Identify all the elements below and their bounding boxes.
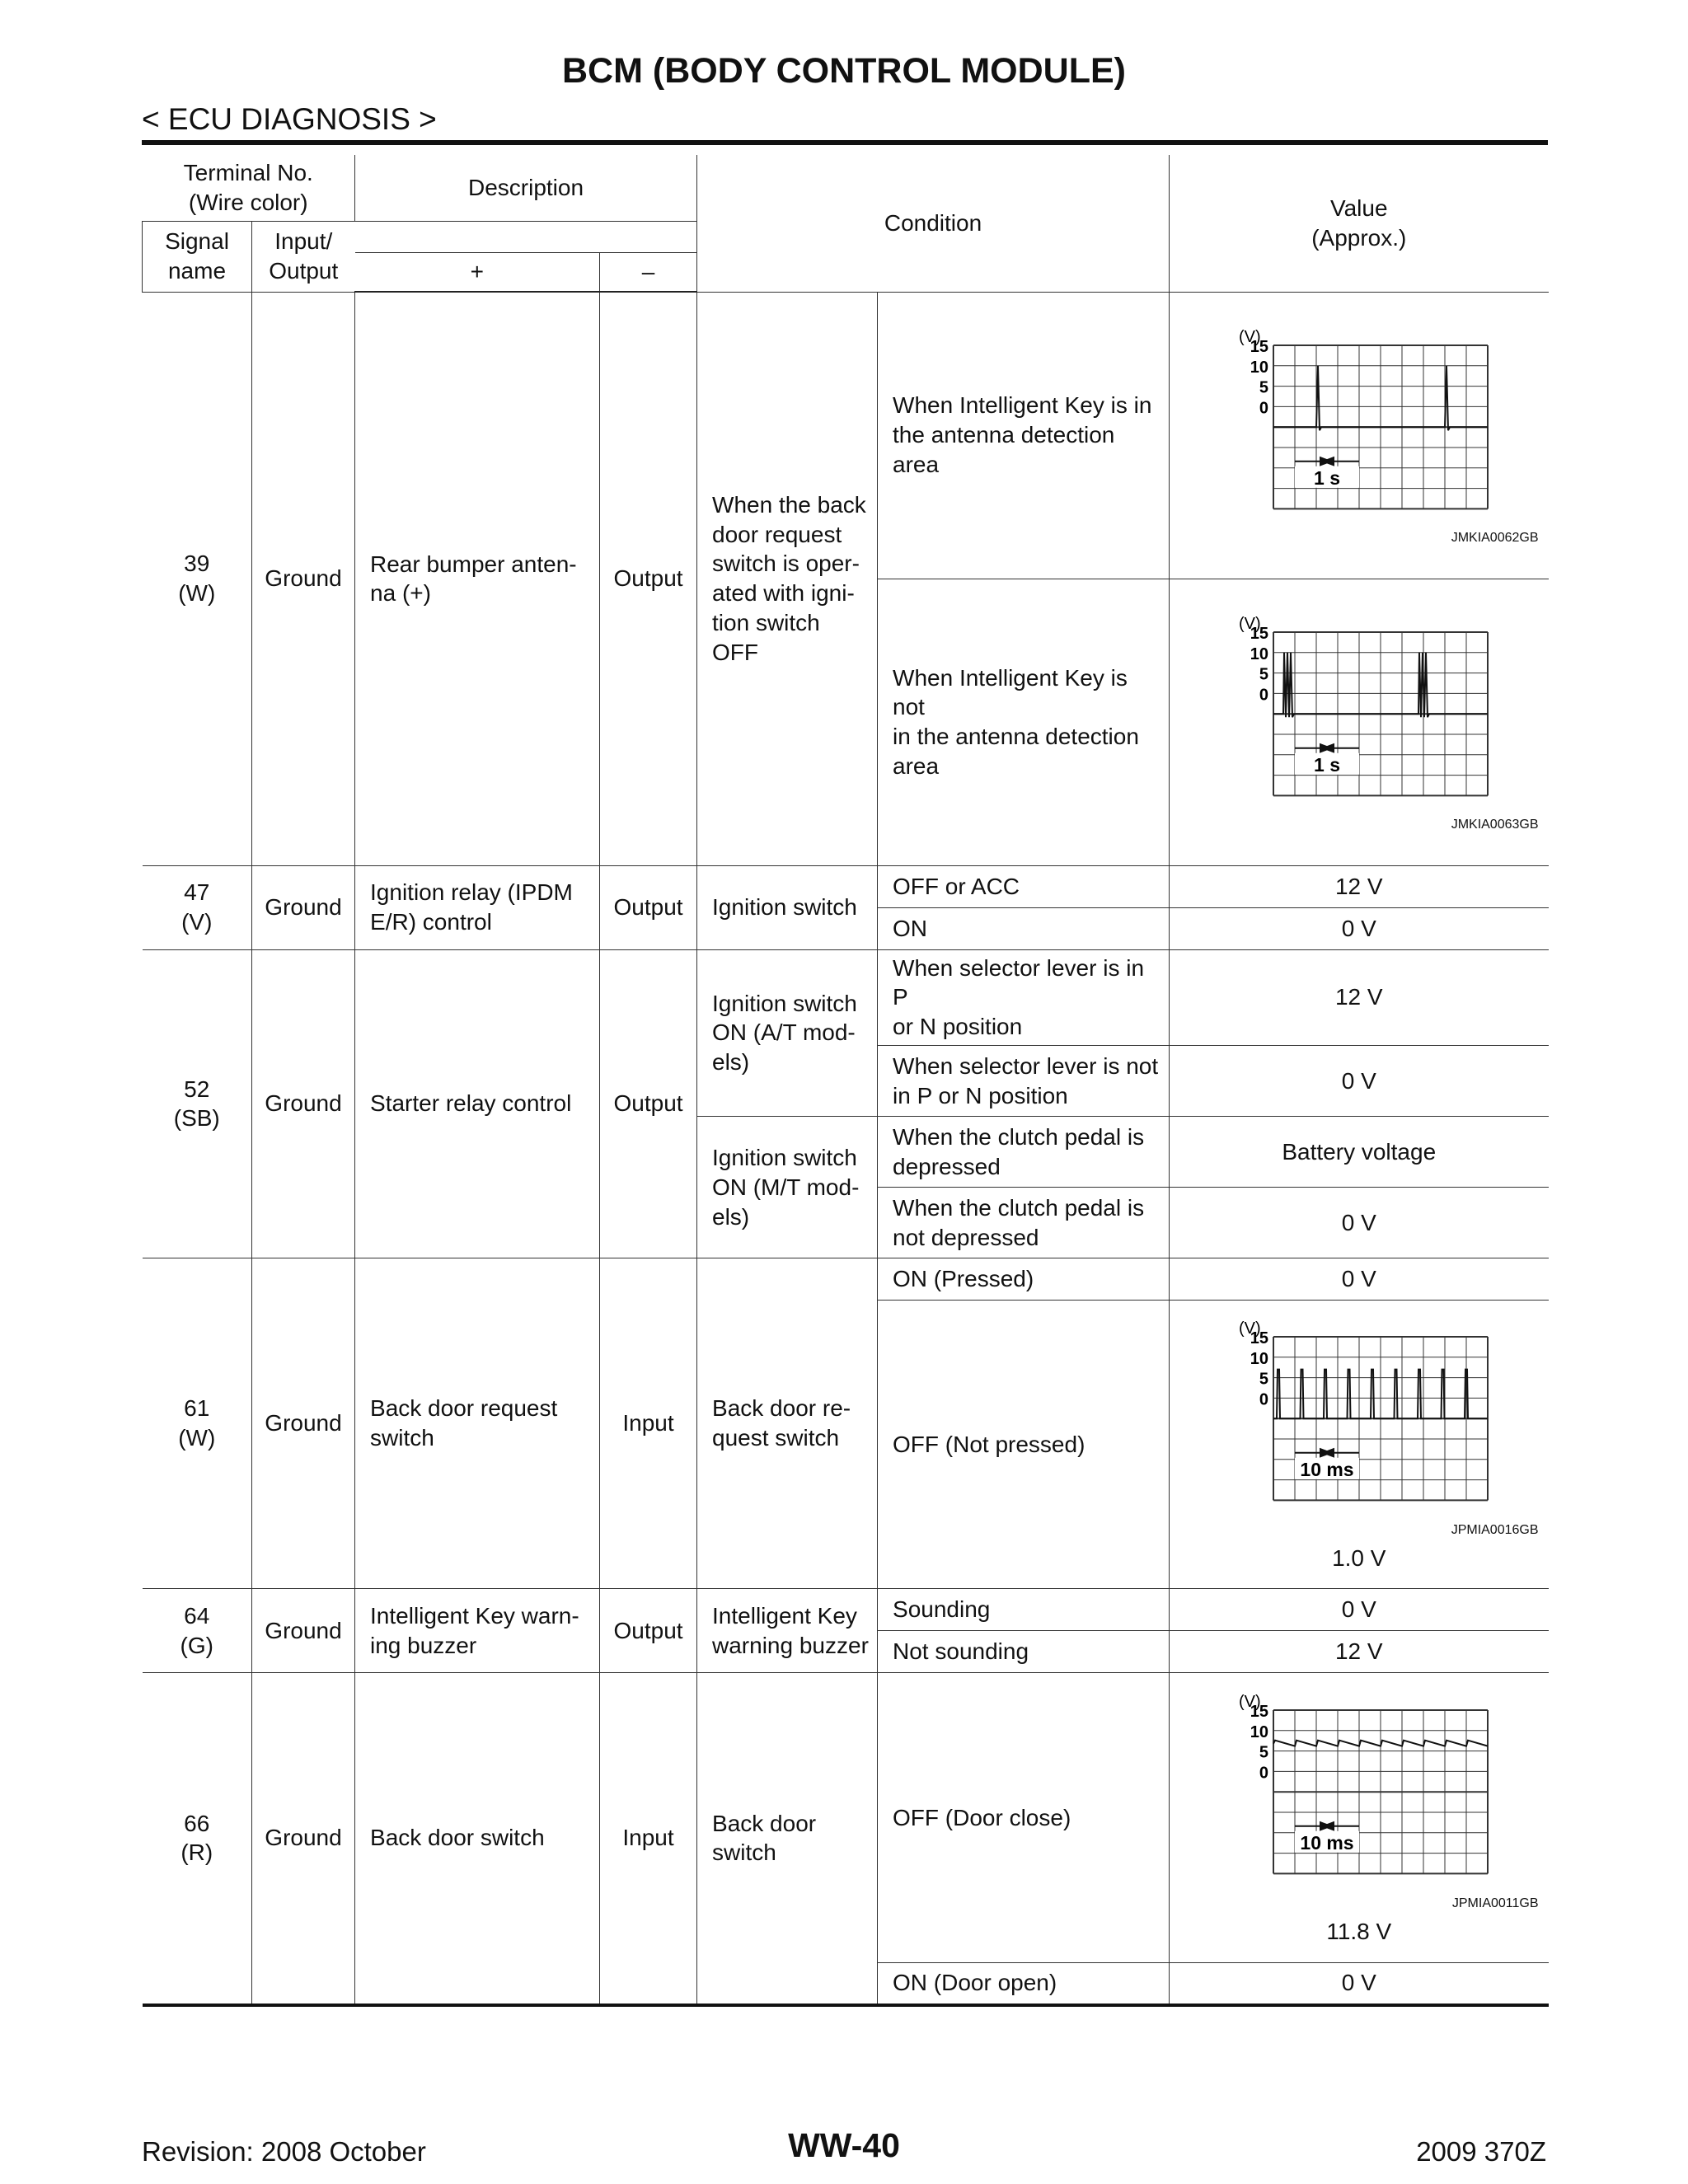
condition-main: Intelligent Key warning buzzer <box>697 1589 878 1673</box>
condition-main: When the back door request switch is oper- ated with igni- tion switch OFF <box>697 292 878 865</box>
waveform-cell <box>1170 1673 1549 1963</box>
terminal-plus: 47 (V) <box>143 865 252 949</box>
value-text: 11.8 V <box>1326 1919 1392 1945</box>
io-type: Output <box>600 1589 697 1673</box>
waveform-cell <box>1170 292 1549 579</box>
signal-name: Starter relay control <box>355 949 600 1258</box>
svg-text:5: 5 <box>1259 665 1268 684</box>
waveform-id: JMKIA0062GB <box>1451 531 1539 546</box>
value-text: 0 V <box>1170 907 1549 949</box>
svg-text:10: 10 <box>1250 1350 1268 1369</box>
condition-sub: When Intelligent Key is in the antenna detection area <box>878 292 1170 579</box>
terminal-minus: Ground <box>252 1258 355 1589</box>
waveform-id: JMKIA0063GB <box>1451 818 1539 832</box>
svg-text:10 ms: 10 ms <box>1300 1832 1354 1854</box>
condition-sub: OFF (Door close) <box>878 1673 1170 1963</box>
value-text: 0 V <box>1170 1589 1549 1631</box>
value-text: 12 V <box>1170 949 1549 1045</box>
condition-sub: ON <box>878 907 1170 949</box>
io-type: Input <box>600 1258 697 1589</box>
waveform-graph <box>1227 329 1491 528</box>
io-type: Output <box>600 292 697 865</box>
terminal-table <box>142 155 1549 2007</box>
svg-text:5: 5 <box>1259 1370 1268 1389</box>
terminal-plus: 64 (G) <box>143 1589 252 1673</box>
svg-text:0: 0 <box>1259 399 1268 418</box>
terminal-plus: 61 (W) <box>143 1258 252 1589</box>
condition-main: Back door switch <box>697 1673 878 2005</box>
svg-text:10: 10 <box>1250 358 1268 377</box>
signal-name: Ignition relay (IPDM E/R) control <box>355 865 600 949</box>
svg-text:15: 15 <box>1250 1703 1268 1722</box>
condition-main: Ignition switch ON (A/T mod- els) <box>697 949 878 1116</box>
header-plus: + <box>355 252 600 292</box>
header-description: Description <box>355 155 697 221</box>
header-value: Value (Approx.) <box>1170 155 1549 292</box>
header-io: Input/ Output <box>252 221 355 292</box>
svg-text:0: 0 <box>1259 1764 1268 1783</box>
waveform-graph <box>1227 1694 1491 1893</box>
svg-text:1 s: 1 s <box>1313 753 1340 776</box>
header-terminal: Terminal No. (Wire color) <box>143 155 355 221</box>
io-type: Input <box>600 1673 697 2005</box>
value-text: Battery voltage <box>1170 1117 1549 1188</box>
terminal-minus: Ground <box>252 1673 355 2005</box>
terminal-plus: 52 (SB) <box>143 949 252 1258</box>
section-label: < ECU DIAGNOSIS > <box>142 102 437 136</box>
svg-text:(V): (V) <box>1238 1320 1261 1338</box>
svg-text:1 s: 1 s <box>1313 466 1340 489</box>
condition-main: Ignition switch <box>697 865 878 949</box>
condition-sub: ON (Door open) <box>878 1963 1170 2005</box>
condition-sub: When the clutch pedal is depressed <box>878 1117 1170 1188</box>
svg-text:15: 15 <box>1250 624 1268 643</box>
revision-label: Revision: 2008 October <box>142 2136 426 2167</box>
svg-text:15: 15 <box>1250 337 1268 356</box>
svg-text:10: 10 <box>1250 644 1268 663</box>
signal-name: Intelligent Key warn- ing buzzer <box>355 1589 600 1673</box>
waveform-id: JPMIA0011GB <box>1451 1896 1539 1910</box>
terminal-minus: Ground <box>252 1589 355 1673</box>
svg-text:0: 0 <box>1259 686 1268 705</box>
terminal-plus: 66 (R) <box>143 1673 252 2005</box>
condition-sub: OFF (Not pressed) <box>878 1301 1170 1589</box>
waveform-cell <box>1170 579 1549 865</box>
condition-sub: When the clutch pedal is not depressed <box>878 1188 1170 1258</box>
svg-text:15: 15 <box>1250 1329 1268 1348</box>
condition-main: Back door re- quest switch <box>697 1258 878 1589</box>
signal-name: Back door switch <box>355 1673 600 2005</box>
waveform-graph <box>1227 1320 1491 1520</box>
terminal-minus: Ground <box>252 865 355 949</box>
terminal-minus: Ground <box>252 292 355 865</box>
model-label: 2009 370Z <box>1416 2136 1546 2167</box>
condition-sub: When selector lever is not in P or N position <box>878 1046 1170 1117</box>
value-text: 0 V <box>1170 1963 1549 2005</box>
value-text: 1.0 V <box>1332 1545 1386 1572</box>
condition-sub: When selector lever is in P or N position <box>878 949 1170 1045</box>
io-type: Output <box>600 949 697 1258</box>
value-text: 12 V <box>1170 1631 1549 1673</box>
svg-text:(V): (V) <box>1238 328 1261 346</box>
header-condition: Condition <box>697 155 1170 292</box>
signal-name: Back door request switch <box>355 1258 600 1589</box>
signal-name: Rear bumper anten- na (+) <box>355 292 600 865</box>
value-text: 0 V <box>1170 1046 1549 1117</box>
svg-text:5: 5 <box>1259 378 1268 397</box>
page-number: WW-40 <box>788 2126 900 2164</box>
svg-text:0: 0 <box>1259 1390 1268 1409</box>
svg-text:(V): (V) <box>1238 1694 1261 1712</box>
svg-text:5: 5 <box>1259 1743 1268 1762</box>
header-rule <box>142 140 1548 145</box>
condition-sub: Sounding <box>878 1589 1170 1631</box>
value-text: 0 V <box>1170 1258 1549 1301</box>
value-text: 0 V <box>1170 1188 1549 1258</box>
waveform-id: JPMIA0016GB <box>1451 1522 1539 1537</box>
svg-text:10 ms: 10 ms <box>1300 1459 1354 1481</box>
terminal-plus: 39 (W) <box>143 292 252 865</box>
waveform-graph <box>1227 616 1491 815</box>
condition-main: Ignition switch ON (M/T mod- els) <box>697 1117 878 1258</box>
condition-sub: ON (Pressed) <box>878 1258 1170 1301</box>
condition-sub: Not sounding <box>878 1631 1170 1673</box>
svg-text:10: 10 <box>1250 1723 1268 1742</box>
svg-text:(V): (V) <box>1238 615 1261 633</box>
header-minus: – <box>600 252 697 292</box>
waveform-cell <box>1170 1301 1549 1589</box>
io-type: Output <box>600 865 697 949</box>
table-body <box>143 292 1549 2004</box>
header-signal-name: Signal name <box>143 221 252 292</box>
terminal-minus: Ground <box>252 949 355 1258</box>
value-text: 12 V <box>1170 865 1549 907</box>
page-title: BCM (BODY CONTROL MODULE) <box>562 51 1126 91</box>
condition-sub: When Intelligent Key is not in the antenna detection area <box>878 579 1170 865</box>
condition-sub: OFF or ACC <box>878 865 1170 907</box>
